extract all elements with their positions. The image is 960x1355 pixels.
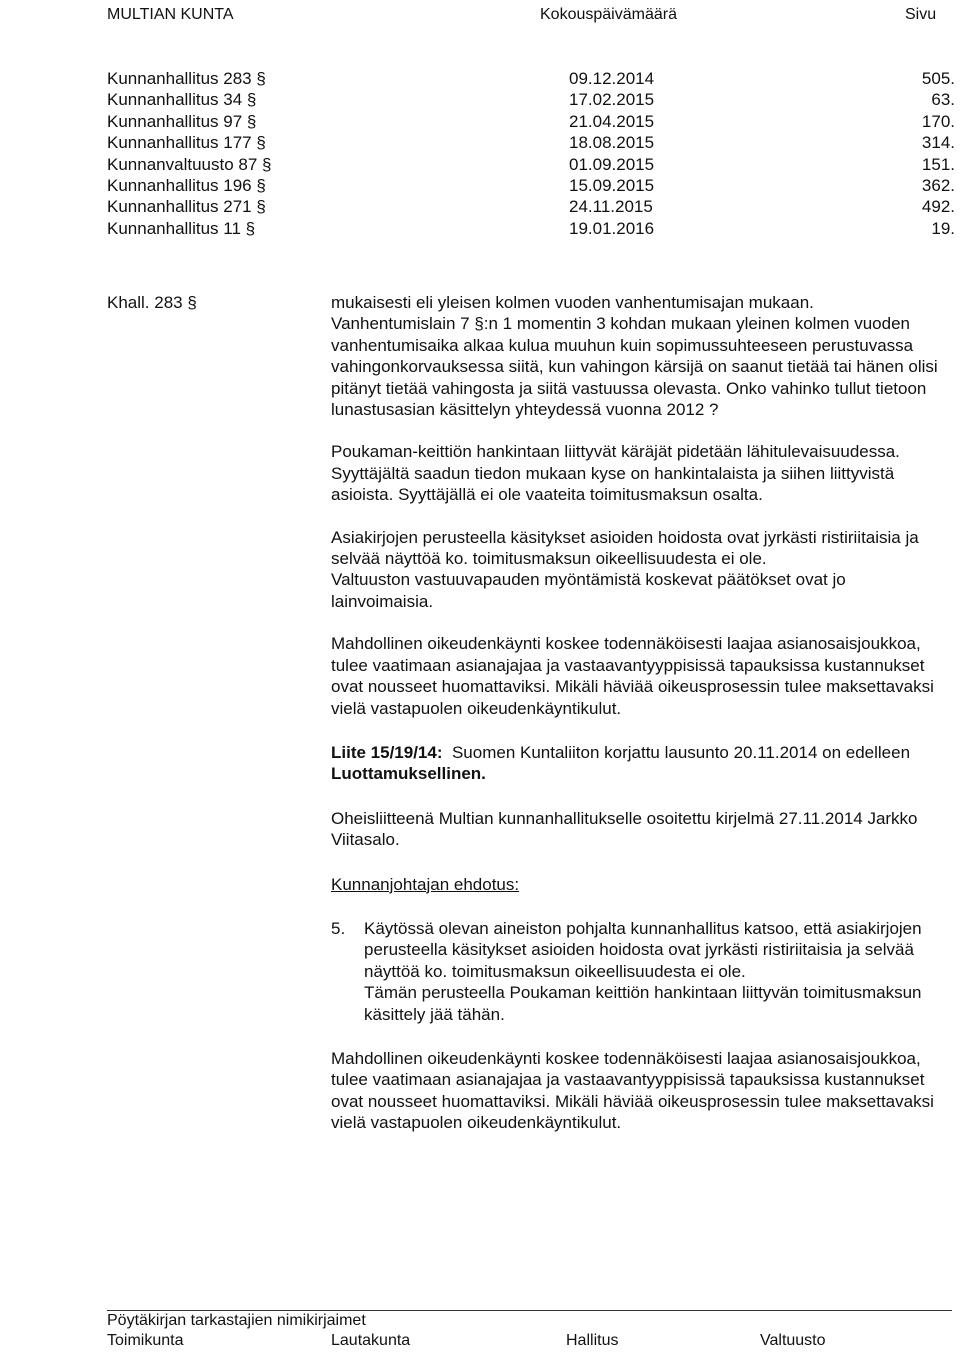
paragraph-enclosure: Oheisliitteenä Multian kunnanhallitukselle osoitettu kirjelmä 27.11.2014 Jarkko Viitasalo.	[331, 808, 918, 850]
session-org: Kunnanhallitus 34 §	[107, 90, 257, 110]
session-org: Kunnanhallitus 11 §	[107, 218, 256, 238]
attachment-label: Liite 15/19/14:	[331, 742, 443, 762]
paragraph-court: Poukaman-keittiön hankintaan liittyvät käräjät pidetään lähitulevaisuudessa.	[331, 442, 900, 462]
session-date: 15.09.2015	[569, 175, 655, 195]
session-row	[107, 218, 955, 239]
session-page: 170.	[921, 111, 955, 131]
proposal-item-text-2: Tämän perusteella Poukaman keittiön hankintaan liittyvän toimitusmaksun käsittely jää tähän.	[364, 983, 922, 1024]
session-row	[107, 196, 955, 217]
footer-committee: Toimikunta	[107, 1332, 184, 1349]
session-org: Kunnanhallitus 196 §	[107, 175, 266, 195]
paragraph-statute: Vanhentumislain 7 §:n 1 momentin 3 kohdan mukaan yleinen kolmen vuoden vanhentumisaika alkaa kulua muuhun kuin sopimussuhteeseen perustuvassa vahingonkorvauksessa siitä, kun vahingon kärsijä on saanut tietää tai hänen olisi pitänyt tietää vahingosta ja siitä vastuussa olevasta. Onko vahinko tullut tietoon lunastusasian käsittelyn yhteydessä vuonna 2012 ?	[331, 314, 938, 420]
paragraph-prosecutor: Syyttäjältä saadun tiedon mukaan kyse on hankintalaista ja siihen liittyvistä asioista. Syyttäjällä ei ole vaateita toimitusmaksun osalta.	[331, 463, 895, 505]
session-row	[107, 89, 955, 110]
footer-council: Valtuusto	[760, 1332, 826, 1349]
session-date: 09.12.2014	[569, 69, 655, 88]
paragraph-documents: Asiakirjojen perusteella käsitykset asioiden hoidosta ovat jyrkästi ristiriitaisia ja selvää näyttöä ko. toimitusmaksun oikeellisuudesta ei ole.	[331, 527, 919, 569]
footer-board: Lautakunta	[331, 1332, 411, 1349]
session-page: 362.	[921, 175, 955, 195]
session-org: Kunnanhallitus 97 §	[107, 111, 257, 131]
proposal-item-number: 5.	[331, 918, 346, 938]
paragraph-litigation: Mahdollinen oikeudenkäynti koskee todennäköisesti laajaa asianosaisjoukkoa, tulee vaatimaan asianajajaa ja vastaavantyyppisissä tapauksissa kustannukset ovat nousseet huomattaviksi. Mikäli häviää oikeusprosessin tulee maksettavaksi vielä vastapuolen oikeudenkäyntikulut.	[331, 634, 934, 718]
session-row	[107, 68, 955, 89]
paragraph-litigation-final: Mahdollinen oikeudenkäynti koskee todennäköisesti laajaa asianosaisjoukkoa, tulee vaatimaan asianajajaa ja vastaavantyyppisissä tapauksissa kustannukset ovat nousseet huomattaviksi. Mikäli häviää oikeusprosessin tulee maksettavaksi vielä vastapuolen oikeudenkäyntikulut.	[331, 1048, 934, 1133]
meeting-date-label: Kokouspäivämäärä	[540, 6, 677, 23]
session-date: 19.01.2016	[569, 218, 655, 238]
session-date: 18.08.2015	[569, 133, 655, 153]
footer-government: Hallitus	[566, 1332, 619, 1349]
minutes-body	[331, 292, 951, 1134]
attachment-text: Suomen Kuntaliiton korjattu lausunto 20.11.2014 on edelleen	[451, 742, 911, 762]
paragraph-line: mukaisesti eli yleisen kolmen vuoden vanhentumisajan mukaan.	[331, 293, 814, 312]
section-reference: Khall. 283 §	[107, 293, 197, 312]
session-page: 151.	[921, 154, 955, 174]
session-date: 01.09.2015	[569, 154, 655, 174]
session-row	[107, 154, 955, 175]
session-page: 492.	[921, 197, 955, 217]
session-org: Kunnanhallitus 271 §	[107, 197, 266, 217]
attachment-status: Luottamuksellinen.	[331, 764, 486, 784]
footer-divider	[107, 1310, 952, 1311]
proposal-item	[331, 918, 951, 1025]
session-date: 17.02.2015	[569, 90, 655, 110]
proposal-item-text: Käytössä olevan aineiston pohjalta kunnanhallitus katsoo, että asiakirjojen perusteella käsitykset asioiden hoidosta ovat jyrkästi ristiriitaisia ja selvää näyttöä ko. toimitusmaksun oikeellisuudesta ei ole.	[364, 918, 922, 981]
session-page: 505.	[921, 69, 955, 88]
session-row	[107, 132, 955, 153]
session-row	[107, 175, 955, 196]
proposal-heading: Kunnanjohtajan ehdotus:	[331, 874, 520, 894]
footer-title: Pöytäkirjan tarkastajien nimikirjaimet	[107, 1312, 366, 1329]
session-history-list	[107, 68, 955, 239]
session-org: Kunnanvaltuusto 87 §	[107, 154, 272, 174]
session-row	[107, 111, 955, 132]
paragraph-attachment	[331, 742, 951, 785]
session-date: 21.04.2015	[569, 111, 655, 131]
session-page: 63.	[931, 90, 955, 110]
session-org: Kunnanhallitus 177 §	[107, 133, 266, 153]
session-page: 314.	[921, 133, 955, 153]
page-label: Sivu	[905, 6, 937, 23]
paragraph-council: Valtuuston vastuuvapauden myöntämistä koskevat päätökset ovat jo lainvoimaisia.	[331, 570, 846, 611]
municipality-name: MULTIAN KUNTA	[107, 6, 234, 23]
session-org: Kunnanhallitus 283 §	[107, 69, 266, 88]
session-date: 24.11.2015	[569, 197, 653, 217]
session-page: 19.	[931, 218, 955, 238]
